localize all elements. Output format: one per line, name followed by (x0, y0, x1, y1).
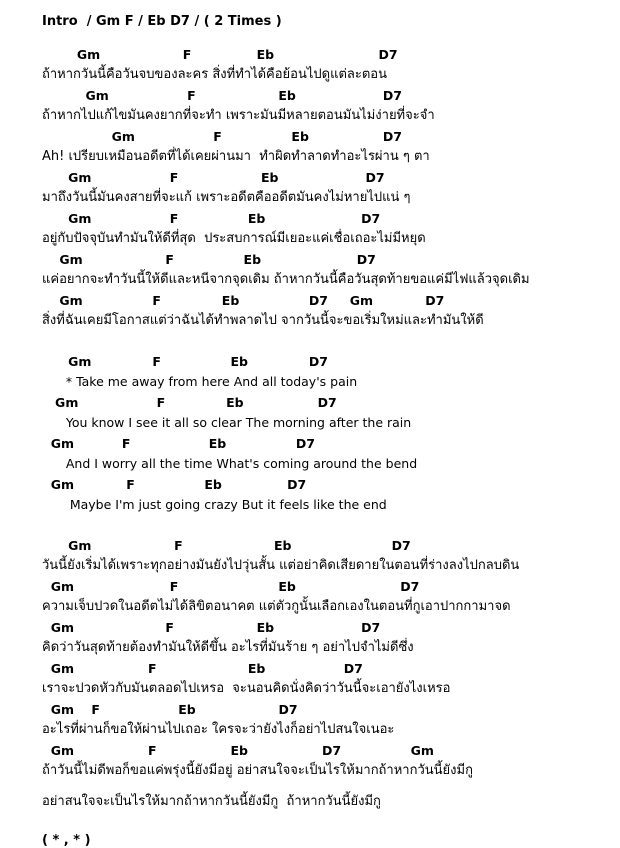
chord-line: Gm F Eb D7 (42, 436, 315, 451)
spacer (0, 813, 620, 833)
intro-line: Intro / Gm F / Eb D7 / ( 2 Times ) (42, 14, 282, 29)
lyric-line: * Take me away from here And all today's pain (42, 374, 358, 389)
lyric-line: ถ้าหากวันนี้คือวันจบของละคร สิ่งที่ทำได้คือย้อนไปดูแต่ละตอน (42, 67, 388, 82)
chord-line: Gm F Eb D7 (42, 477, 307, 492)
spacer (0, 516, 620, 536)
chord-line: Gm F Eb D7 (42, 395, 337, 410)
lyric-line: ความเจ็บปวดในอดีตไม่ได้ลิขิตอนาคต แต่ตัวกูนั้นเลือกเองในตอนที่กูเอาปากกามาจด (42, 599, 511, 614)
lyric-line: ถ้าหากไปแก้ไขมันคงยากที่จะทำ เพราะมันมีหลายตอนมันไม่ง่ายที่จะจำ (42, 108, 435, 123)
lyric-line: อะไรที่ผ่านก็ขอให้ผ่านไปเถอะ ใครจะว่ายังไงก็อย่าไปสนใจเนอะ (42, 722, 395, 737)
chord-line: Gm F Eb D7 (42, 702, 298, 717)
lyric-line: วันนี้ยังเริ่มได้เพราะทุกอย่างมันยังไปวุ่นสั้น แต่อย่าคิดเสียดายในตอนที่ร่างลงไปกลบดิน (42, 558, 520, 573)
chord-line: Gm F Eb D7 Gm D7 (42, 293, 445, 308)
lyric-line: แค่อยากจะทำวันนี้ให้ดีและหนีจากจุดเดิม ถ้าหากวันนี้คือวันสุดท้ายขอแค่มีไฟแล้วจุดเดิม (42, 272, 530, 287)
repeat-marker: ( * , * ) (42, 833, 91, 848)
lyric-line: Ah! เปรียบเหมือนอดีตที่ได้เคยผ่านมา ทำผิดทำลาดทำอะไรผ่าน ๆ ตา (42, 149, 430, 164)
section-chorus (0, 352, 620, 516)
lyric-line: เราจะปวดหัวกับมันตลอดไปเหรอ จะนอนคิดนั่งคิดว่าวันนี้จะเอายังไงเหรอ (42, 681, 451, 696)
chord-line: Gm F Eb D7 (42, 129, 402, 144)
spacer (0, 332, 620, 352)
chord-line: Gm F Eb D7 (42, 252, 376, 267)
lyric-line: อยู่กับปัจจุบันทำมันให้ดีที่สุด ประสบการณ์มีเยอะแค่เชื่อเถอะไม่มีหยุด (42, 231, 426, 246)
chord-line: Gm F Eb D7 (42, 354, 328, 369)
chord-line: Gm F Eb D7 (42, 88, 402, 103)
lyric-line: Maybe I'm just going crazy But it feels like the end (42, 497, 387, 512)
chord-line: Gm F Eb D7 (42, 661, 363, 676)
section-verse-2 (0, 536, 620, 813)
chord-line: Gm F Eb D7 (42, 47, 398, 62)
lyric-line: You know I see it all so clear The morning after the rain (42, 415, 412, 430)
lyric-line: And I worry all the time What's coming around the bend (42, 456, 418, 471)
lyric-line: ถ้าวันนี้ไม่ดีพอก็ขอแค่พรุ่งนี้ยังมีอยู่ อย่าสนใจจะเป็นไรให้มากถ้าหากวันนี้ยังมีกู (42, 763, 473, 778)
chord-line: Gm F Eb D7 (42, 211, 381, 226)
chord-line: Gm F Eb D7 (42, 620, 381, 635)
chord-line: Gm F Eb D7 (42, 538, 411, 553)
chord-line: Gm F Eb D7 Gm (42, 743, 434, 758)
lyric-line: สิ่งที่ฉันเคยมีโอกาสแต่ว่าฉันได้ทำพลาดไป จากวันนี้จะขอเริ่มใหม่และทำมันให้ดี (42, 313, 484, 328)
spacer (42, 782, 620, 791)
chord-line: Gm F Eb D7 (42, 170, 385, 185)
lyric-line: มาถึงวันนี้มันคงสายที่จะแก้ เพราะอดีตคืออดีตมันคงไม่หายไปแน่ ๆ (42, 190, 411, 205)
chord-line: Gm F Eb D7 (42, 579, 420, 594)
lyric-line: อย่าสนใจจะเป็นไรให้มากถ้าหากวันนี้ยังมีกู ถ้าหากวันนี้ยังมีกู (42, 794, 381, 809)
spacer (0, 29, 620, 45)
section-verse-1 (0, 45, 620, 332)
lyric-line: คิดว่าวันสุดท้ายต้องทำมันให้ดีขึ้น อะไรที่มันร้าย ๆ อย่าไปจำไม่ดีซึ่ง (42, 640, 414, 655)
